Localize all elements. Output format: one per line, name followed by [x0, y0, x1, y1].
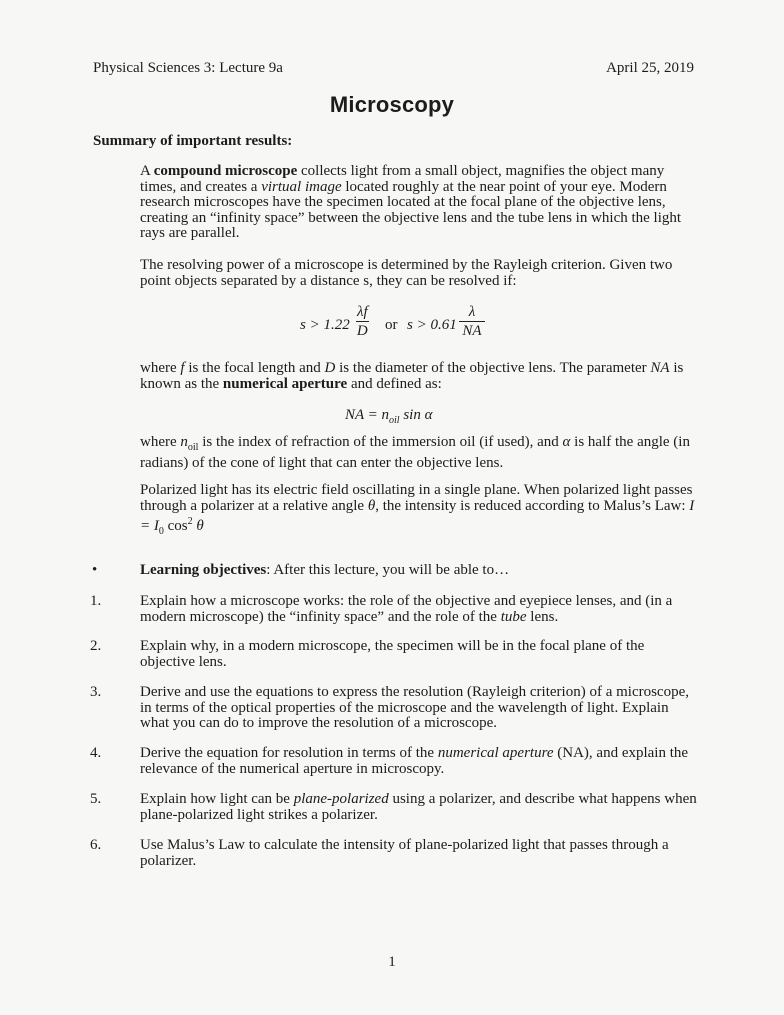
compound-microscope-paragraph	[140, 164, 700, 242]
rayleigh-paragraph: The resolving power of a microscope is determined by the Rayleigh criterion. Given two point objects separated by a distance s, they can be resolved if:	[140, 257, 673, 289]
bullet-marker: •	[92, 562, 98, 578]
italic-term: virtual image	[261, 178, 342, 195]
math-var: θ	[192, 518, 204, 534]
math-var: θ	[367, 497, 376, 514]
text-run: where	[140, 434, 181, 450]
bold-term: compound microscope	[153, 163, 298, 179]
math-subscript: 0	[158, 526, 164, 537]
item-number: 4.	[90, 745, 102, 761]
immersion-oil-paragraph	[140, 435, 700, 471]
text-run: is the diameter of the objective lens. The parameter	[335, 360, 651, 376]
fraction-2	[459, 304, 485, 340]
eq-lhs-2: s > 0.61	[407, 317, 457, 333]
item-number: 1.	[90, 593, 102, 609]
objectives-lead-text	[140, 563, 700, 579]
text-run: lens.	[526, 608, 559, 625]
text-run: and defined as:	[347, 375, 442, 392]
page-number: 1	[388, 954, 396, 970]
item-text: Derive and use the equations to express the resolution (Rayleigh criterion) of a microscope, in terms of the optical properties of the microscope and the wavelength of light. Explain what you can do to improve the resolution of a microscope.	[140, 684, 689, 731]
fraction-1-denominator: D	[356, 323, 368, 339]
fraction-2-denominator: NA	[462, 323, 482, 339]
item-text	[140, 792, 700, 823]
item-number: 3.	[90, 684, 102, 700]
math-var: α	[562, 434, 571, 450]
text-run: is the index of refraction of the immersion oil (if used), and	[198, 434, 563, 450]
fraction-1-numerator: λf	[357, 304, 368, 320]
eq-subscript: oil	[389, 415, 400, 426]
text-run: Explain how a microscope works: the role of the objective and eyepiece lenses, and (in a modern microscope) the “infinity space” and the role of the	[140, 593, 673, 625]
text-run: (NA), and explain the relevance of the numerical aperture in microscopy.	[140, 745, 689, 777]
item-text: Explain why, in a modern microscope, the specimen will be in the focal plane of the objective lens.	[140, 638, 645, 670]
page-title: Microscopy	[329, 92, 455, 117]
text-run: cos	[163, 518, 188, 534]
course-header: Physical Sciences 3: Lecture 9a	[93, 60, 283, 76]
polarized-light-paragraph	[140, 483, 700, 540]
eq-or: or	[385, 317, 398, 333]
italic-term: plane-polarized	[293, 791, 389, 807]
date-header: April 25, 2019	[606, 60, 694, 76]
item-text	[140, 594, 700, 625]
eq-rhs: sin α	[399, 407, 433, 423]
summary-heading: Summary of important results:	[93, 133, 293, 149]
text-run: is half the angle (in radians) of the cone of light that can enter the objective lens.	[140, 434, 690, 471]
math-var: n	[180, 434, 188, 450]
numerical-aperture-paragraph	[140, 361, 700, 392]
italic-term: tube	[500, 608, 527, 625]
math-var: D	[324, 360, 336, 376]
eq-lhs-1: s > 1.22	[300, 317, 350, 333]
math-subscript: oil	[187, 442, 199, 453]
text-run: Polarized light has its electric field oscillating in a single plane. When polarized light passes through a polarizer at a relative angle	[140, 482, 693, 514]
item-text	[140, 746, 700, 777]
bold-term: Learning objectives	[140, 562, 267, 578]
item-number: 2.	[90, 638, 102, 654]
text-run: A	[140, 163, 154, 179]
text-run: , the intensity is reduced according to Malus’s Law:	[375, 497, 690, 514]
text-run: : After this lecture, you will be able to…	[266, 562, 510, 578]
italic-term: numerical aperture	[437, 745, 554, 761]
math-var: f	[180, 360, 185, 376]
math-superscript: 2	[187, 516, 193, 527]
eq-lhs: NA = n	[345, 407, 390, 423]
fraction-2-numerator: λ	[459, 304, 485, 322]
text-run: using a polarizer, and describe what happens when plane-polarized light strikes a polarizer.	[140, 791, 697, 823]
item-text: Use Malus’s Law to calculate the intensity of plane-polarized light that passes through a polarizer.	[140, 837, 669, 869]
text-run: Derive the equation for resolution in terms of the	[140, 745, 438, 761]
text-run: collects light from a small object, magnifies the object many times, and creates a	[140, 163, 665, 195]
text-run: located roughly at the near point of your eye. Modern research microscopes have the specimen located at the focal plane of the objective lens, creating an “infinity space” between the objective lens and the tube lens in which the light rays are parallel.	[140, 178, 682, 241]
malus-law: I = I	[140, 497, 695, 534]
text-run: is the focal length and	[184, 360, 325, 376]
text-run: is known as the	[140, 360, 684, 392]
text-run: Explain how light can be	[140, 791, 294, 807]
fraction-1	[356, 304, 369, 340]
numerical-aperture-equation	[345, 407, 432, 426]
item-number: 5.	[90, 791, 102, 807]
item-number: 6.	[90, 837, 102, 853]
text-run: where	[140, 360, 181, 376]
bold-term: numerical aperture	[222, 375, 348, 392]
rayleigh-equation	[300, 304, 500, 348]
math-var: NA	[650, 360, 670, 376]
